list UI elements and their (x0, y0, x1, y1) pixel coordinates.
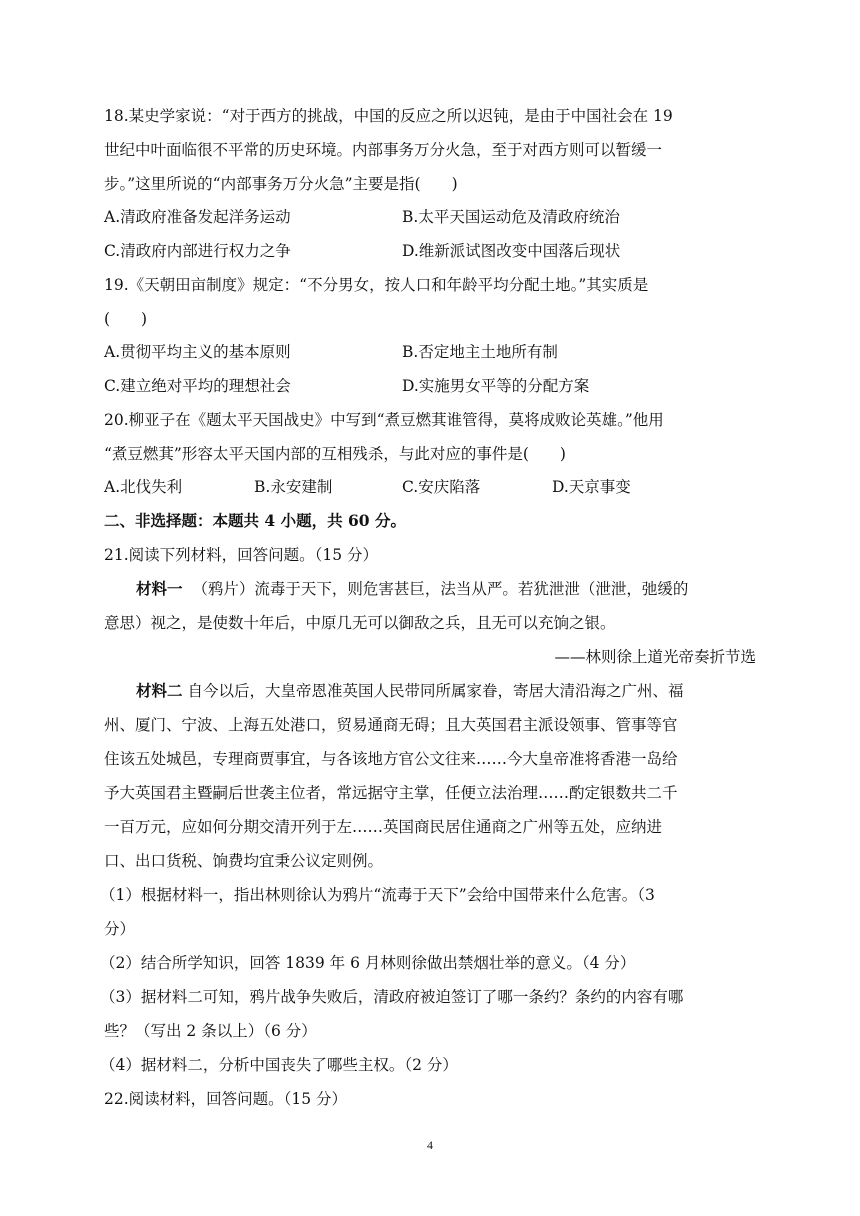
q20-stem-line-1: 20.柳亚子在《题太平天国战史》中写到“煮豆燃萁谁管得，莫将成败论英雄。”他用 (104, 411, 664, 429)
q21-material-2-line-1: 材料二 自今以后，大皇帝恩准英国人民带同所属家眷，寄居大清沿海之广州、福 (136, 681, 684, 700)
q18-stem-line-2: 世纪中叶面临很不平常的历史环境。内部事务万分火急，至于对西方则可以暂缓一 (104, 141, 663, 159)
q19-option-d: D.实施男女平等的分配方案 (402, 377, 590, 395)
q21-sub-4: （4）据材料二，分析中国丧失了哪些主权。（2 分） (100, 1056, 458, 1074)
q21-material-2-line-4: 予大英国君主暨嗣后世袭主位者，常远据守主掌，任便立法治理……酌定银数共二千 (104, 784, 678, 802)
q21-heading: 21.阅读下列材料，回答问题。（15 分） (104, 546, 379, 564)
q19-stem-line-1: 19.《天朝田亩制度》规定：“不分男女，按人口和年龄平均分配土地。”其实质是 (104, 276, 649, 294)
q21-material-2-line-5: 一百万元，应如何分期交清开列于左……英国商民居住通商之广州等五处，应纳进 (104, 818, 663, 836)
q19-option-a: A.贯彻平均主义的基本原则 (104, 343, 291, 361)
q21-sub-1-line-1: （1）根据材料一，指出林则徐认为鸦片“流毒于天下”会给中国带来什么危害。（3 (100, 886, 655, 904)
q21-material-2-line-2: 州、厦门、宁波、上海五处港口，贸易通商无碍；且大英国君主派设领事、管事等官 (104, 716, 678, 734)
material-1-label: 材料一 (136, 579, 183, 598)
q18-option-c: C.清政府内部进行权力之争 (104, 242, 291, 260)
q19-option-b: B.否定地主土地所有制 (402, 343, 558, 361)
q20-option-d: D.天京事变 (552, 478, 631, 496)
q20-option-c: C.安庆陷落 (402, 478, 481, 496)
q18-stem-line-3: 步。”这里所说的“内部事务万分火急”主要是指( ) (104, 175, 458, 193)
q21-material-1-line-2: 意思）视之，是使数十年后，中原几无可以御敌之兵，且无可以充饷之银。 (104, 614, 616, 632)
page-number: 4 (427, 1138, 433, 1152)
q18-option-b: B.太平天国运动危及清政府统治 (402, 208, 620, 226)
q21-sub-2: （2）结合所学知识，回答 1839 年 6 月林则徐做出禁烟壮举的意义。（4 分） (100, 954, 636, 972)
q18-option-d: D.维新派试图改变中国落后现状 (402, 242, 621, 260)
q21-sub-3-line-1: （3）据材料二可知，鸦片战争失败后，清政府被迫签订了哪一条约？条约的内容有哪 (100, 988, 684, 1006)
q21-material-1-source: ——林则徐上道光帝奏折节选 (554, 648, 756, 666)
q19-stem-line-2: ( ) (104, 310, 148, 328)
q20-option-b: B.永安建制 (254, 478, 333, 496)
q18-stem-line-1: 18.某史学家说：“对于西方的挑战，中国的反应之所以迟钝，是由于中国社会在 19 (104, 107, 673, 125)
q22-heading: 22.阅读材料，回答问题。（15 分） (104, 1090, 348, 1108)
material-2-label: 材料二 (136, 681, 183, 700)
q20-stem-line-2: “煮豆燃萁”形容太平天国内部的互相残杀，与此对应的事件是( ) (104, 445, 566, 463)
q21-sub-1-line-2: 分） (104, 920, 136, 938)
q18-option-a: A.清政府准备发起洋务运动 (104, 208, 291, 226)
q21-material-1-line-1: 材料一 （鸦片）流毒于天下，则危害甚巨，法当从严。若犹泄泄（泄泄，弛缓的 (136, 579, 689, 598)
q21-material-2-line-3: 住该五处城邑，专理商贾事宜，与各该地方官公文往来……今大皇帝准将香港一岛给 (104, 750, 678, 768)
q20-option-a: A.北伐失利 (104, 478, 183, 496)
q19-option-c: C.建立绝对平均的理想社会 (104, 377, 291, 395)
q21-sub-3-line-2: 些？（写出 2 条以上）（6 分） (104, 1022, 317, 1040)
section-2-heading: 二、非选择题：本题共 4 小题，共 60 分。 (104, 511, 406, 530)
q21-material-2-line-6: 口、出口货税、饷费均宜秉公议定则例。 (104, 852, 384, 870)
